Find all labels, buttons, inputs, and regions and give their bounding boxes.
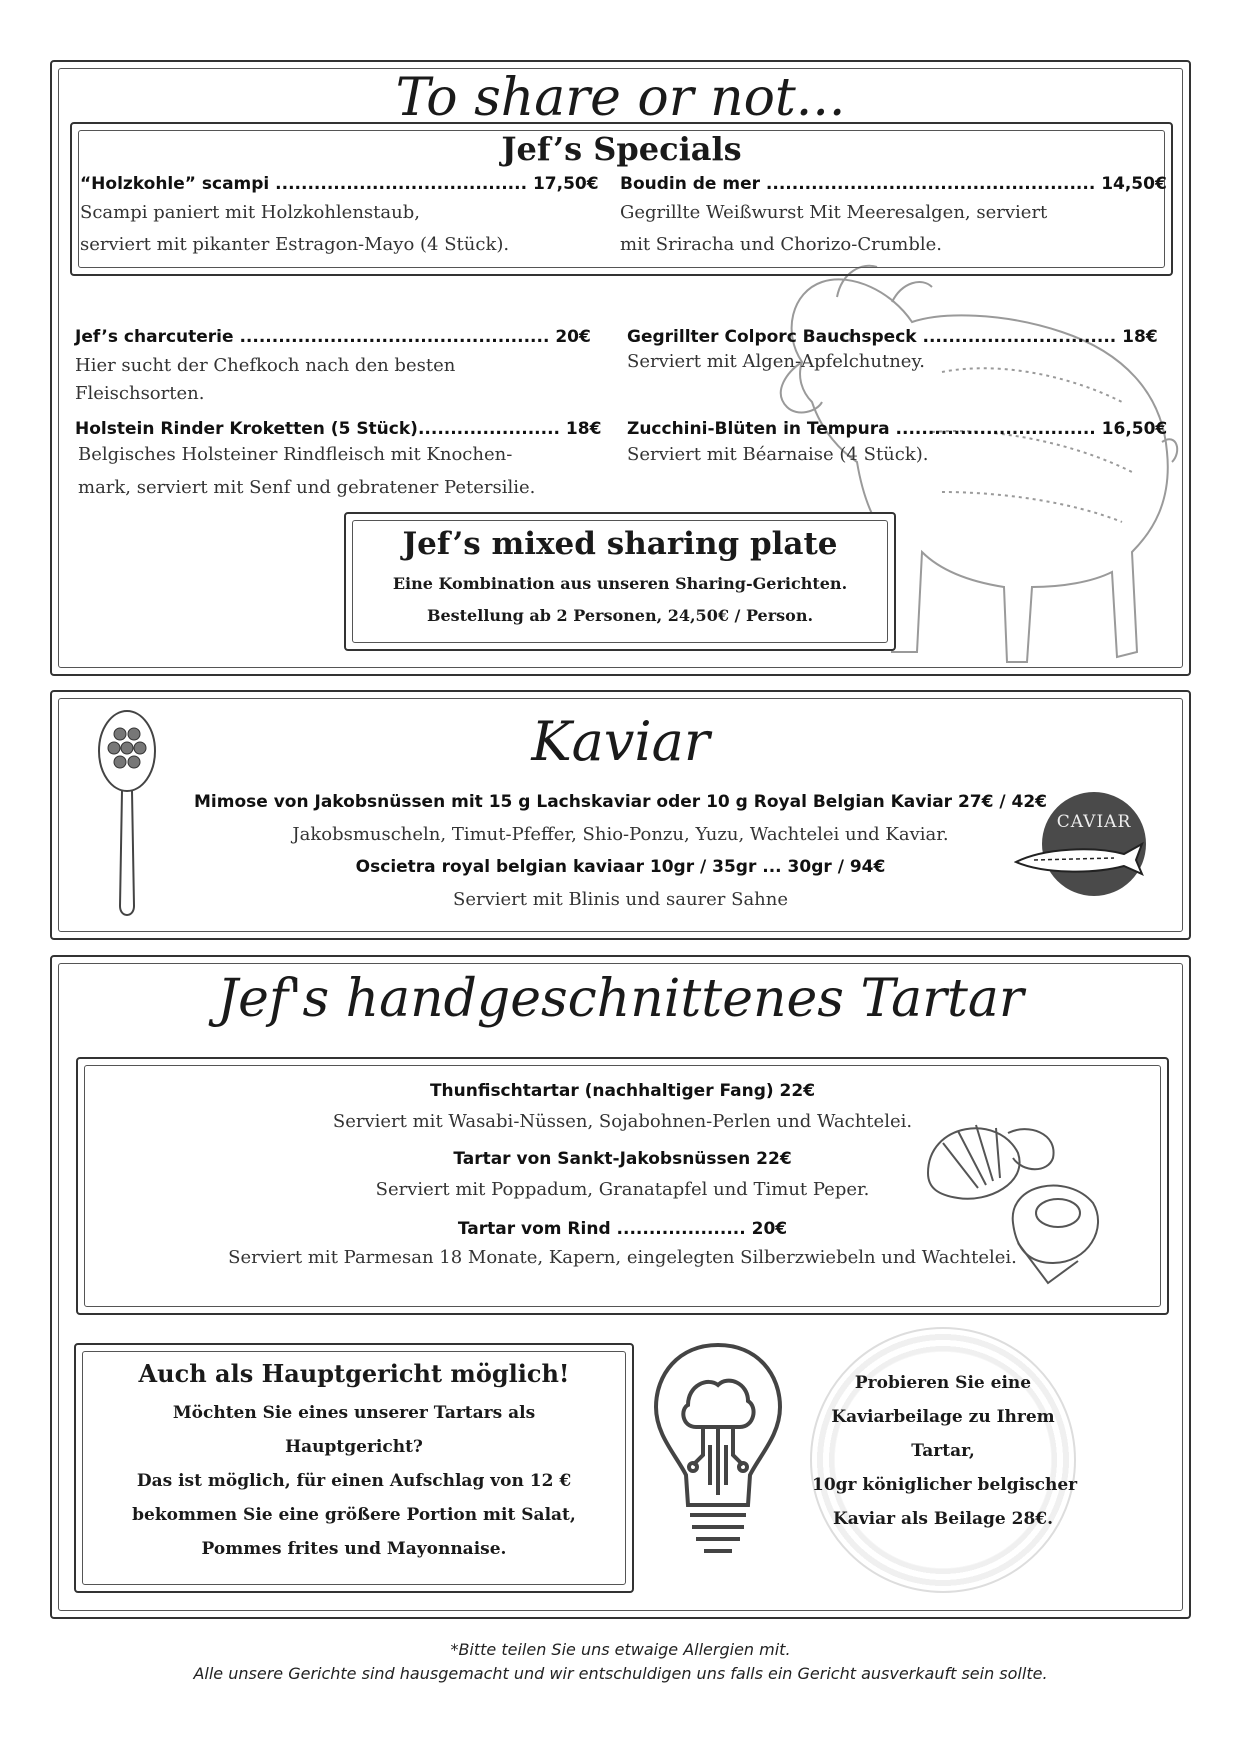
special-item-name: Boudin de mer ................................................... 14,50€ <box>620 174 1167 194</box>
share-item-name: Zucchini-Blüten in Tempura ............................... 16,50€ <box>627 419 1168 439</box>
share-item-desc: mark, serviert mit Senf und gebratener Petersilie. <box>78 477 536 498</box>
share-item-name: Holstein Rinder Kroketten (5 Stück)...................... 18€ <box>75 419 602 439</box>
caviar-side-line: Kaviarbeilage zu Ihrem <box>831 1407 1055 1427</box>
scallop-illustration <box>918 1103 1118 1303</box>
special-item-desc: serviert mit pikanter Estragon-Mayo (4 Stück). <box>80 234 510 255</box>
caviar-badge <box>1042 792 1146 896</box>
main-course-line: Möchten Sie eines unserer Tartars als <box>172 1403 536 1423</box>
tartar-title: Jef's handgeschnittenes Tartar <box>217 969 1024 1029</box>
special-item-desc: mit Sriracha und Chorizo-Crumble. <box>620 234 943 255</box>
share-item-desc: Belgisches Holsteiner Rindfleisch mit Knochen- <box>78 444 513 465</box>
share-section <box>50 60 1191 676</box>
sturgeon-icon <box>1014 840 1144 880</box>
main-course-box <box>74 1343 634 1593</box>
share-item-desc: Fleischsorten. <box>75 383 205 404</box>
share-title: To share or not... <box>395 68 846 128</box>
mixed-plate-line: Bestellung ab 2 Personen, 24,50€ / Person. <box>426 606 814 625</box>
specials-box <box>70 122 1173 276</box>
main-course-line: Das ist möglich, für einen Aufschlag von 12 € <box>136 1471 572 1491</box>
main-course-title: Auch als Hauptgericht möglich! <box>138 1359 570 1388</box>
tartar-item-desc: Serviert mit Parmesan 18 Monate, Kapern, eingelegten Silberzwiebeln und Wachtelei. <box>228 1247 1017 1268</box>
caviar-badge-label: CAVIAR <box>1056 812 1132 832</box>
share-item-desc: Hier sucht der Chefkoch nach den besten <box>75 355 456 376</box>
special-item-desc: Gegrillte Weißwurst Mit Meeresalgen, serviert <box>620 202 1048 223</box>
mixed-plate-box <box>344 512 896 651</box>
specials-title: Jef’s Specials <box>501 130 742 168</box>
special-item-name: “Holzkohle” scampi ....................................... 17,50€ <box>80 174 599 194</box>
footer-homemade-note: Alle unsere Gerichte sind hausgemacht und wir entschuldigen uns falls ein Gericht ausverkauft sein sollte. <box>193 1664 1048 1683</box>
caviar-side-line: Probieren Sie eine <box>854 1373 1032 1393</box>
lightbulb-brain-icon <box>648 1335 788 1585</box>
tartar-item-name: Thunfischtartar (nachhaltiger Fang) 22€ <box>429 1081 816 1101</box>
share-item-name: Gegrillter Colporc Bauchspeck .............................. 18€ <box>627 327 1158 347</box>
tartar-item-desc: Serviert mit Poppadum, Granatapfel und Timut Peper. <box>375 1179 870 1200</box>
main-course-line: Pommes frites und Mayonnaise. <box>201 1539 507 1559</box>
main-course-line: bekommen Sie eine größere Portion mit Salat, <box>132 1505 576 1525</box>
share-item-desc: Serviert mit Béarnaise (4 Stück). <box>627 444 929 465</box>
caviar-section <box>50 690 1191 940</box>
caviar-side-bubble <box>810 1327 1076 1593</box>
caviar-item-name: Mimose von Jakobsnüssen mit 15 g Lachskaviar oder 10 g Royal Belgian Kaviar 27€ / 42€ <box>194 792 1047 812</box>
tartar-item-name: Tartar von Sankt-Jakobsnüssen 22€ <box>453 1149 792 1169</box>
caviar-item-desc: Jakobsmuscheln, Timut-Pfeffer, Shio-Ponzu, Yuzu, Wachtelei und Kaviar. <box>292 824 949 845</box>
mixed-plate-line: Eine Kombination aus unseren Sharing-Gerichten. <box>392 574 848 593</box>
tartar-item-name: Tartar vom Rind .................... 20€ <box>457 1219 788 1239</box>
caviar-item-desc: Serviert mit Blinis und saurer Sahne <box>452 889 789 910</box>
main-course-line: Hauptgericht? <box>285 1437 423 1457</box>
caviar-title: Kaviar <box>531 710 710 773</box>
caviar-side-line: Kaviar als Beilage 28€. <box>832 1509 1054 1529</box>
tartar-section <box>50 955 1191 1619</box>
footer-allergy-note: *Bitte teilen Sie uns etwaige Allergien mit. <box>450 1640 791 1659</box>
caviar-item-name: Oscietra royal belgian kaviaar 10gr / 35gr ... 30gr / 94€ <box>355 857 886 877</box>
tartar-items-box <box>76 1057 1169 1315</box>
caviar-side-line: 10gr königlicher belgischer <box>812 1475 1078 1495</box>
share-item-desc: Serviert mit Algen-Apfelchutney. <box>627 351 925 372</box>
share-item-name: Jef’s charcuterie ................................................ 20€ <box>75 327 591 347</box>
mixed-plate-title: Jef’s mixed sharing plate <box>402 526 838 562</box>
special-item-desc: Scampi paniert mit Holzkohlenstaub, <box>80 202 420 223</box>
caviar-side-line: Tartar, <box>911 1441 975 1461</box>
tartar-item-desc: Serviert mit Wasabi-Nüssen, Sojabohnen-Perlen und Wachtelei. <box>332 1111 913 1132</box>
